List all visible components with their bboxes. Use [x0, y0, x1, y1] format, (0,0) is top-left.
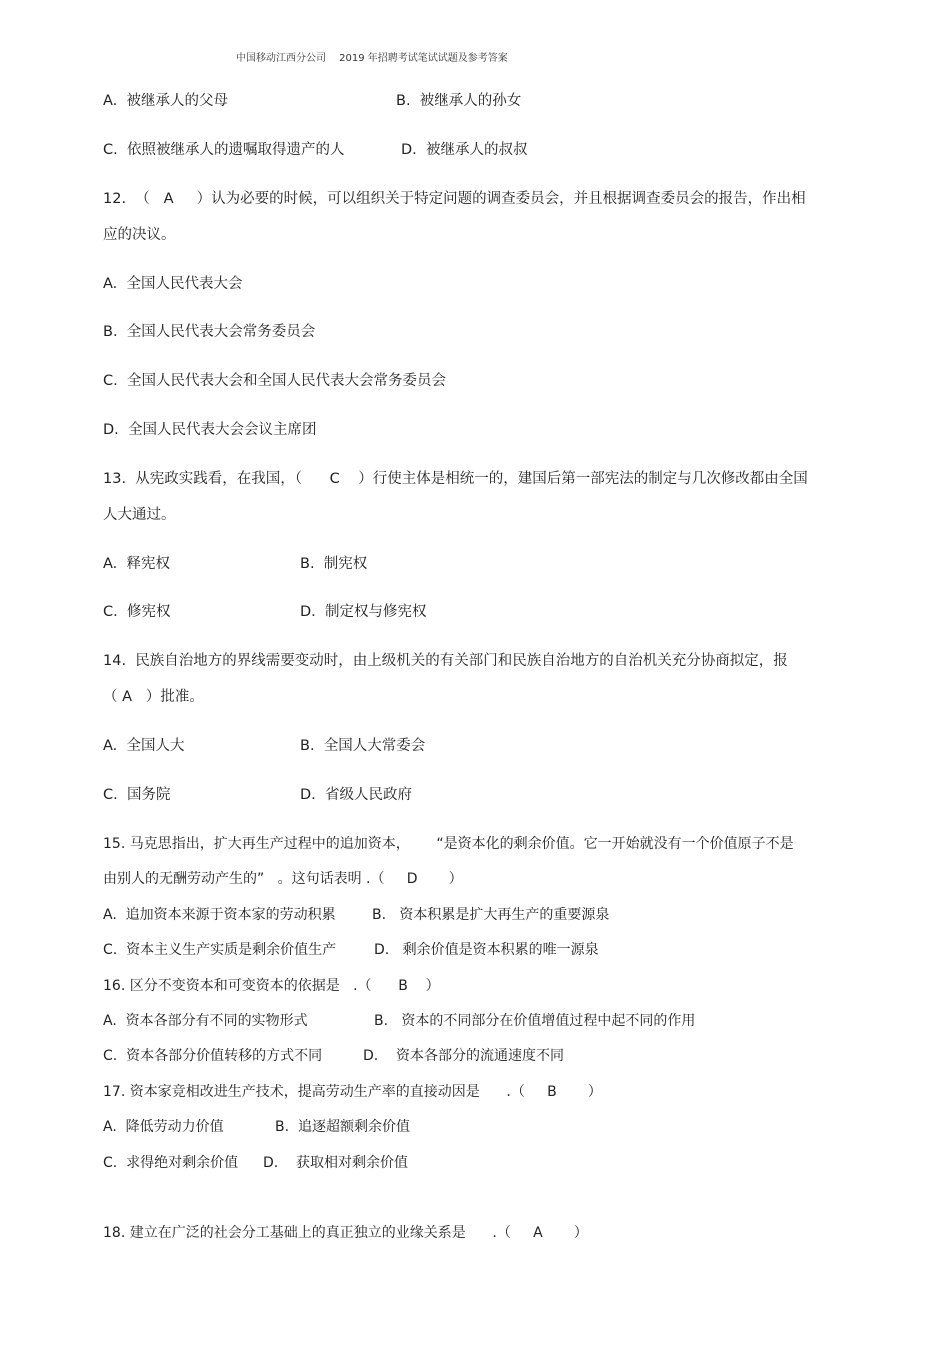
- q15-option-d: D. 剩余价值是资本积累的唯一源泉: [374, 942, 599, 958]
- q15-question-cont: 由别人的无酬劳动产生的” 。这句话表明 .（ D ）: [103, 871, 463, 887]
- q15-option-a: A. 追加资本来源于资本家的劳动积累: [103, 907, 336, 923]
- q16-option-c: C. 资本各部分价值转移的方式不同: [103, 1048, 323, 1064]
- q12-option-a: A. 全国人民代表大会: [103, 276, 243, 292]
- q12-option-d: D. 全国人民代表大会会议主席团: [103, 422, 317, 438]
- q13-option-d: D. 制定权与修宪权: [300, 604, 427, 620]
- q14-question: 14. 民族自治地方的界线需要变动时，由上级机关的有关部门和民族自治地方的自治机关充分协商拟定，报: [103, 653, 788, 669]
- q13-option-c: C. 修宪权: [103, 604, 171, 620]
- q16-option-a: A. 资本各部分有不同的实物形式: [103, 1013, 308, 1029]
- q14-option-c: C. 国务院: [103, 787, 171, 803]
- q17-option-a: A. 降低劳动力价值: [103, 1119, 224, 1135]
- q17-option-d: D. 获取相对剩余价值: [263, 1155, 409, 1171]
- q16-option-b: B. 资本的不同部分在价值增值过程中起不同的作用: [374, 1013, 696, 1029]
- q11-option-d: D. 被继承人的叔叔: [401, 142, 528, 158]
- q12-option-c: C. 全国人民代表大会和全国人民代表大会常务委员会: [103, 373, 446, 389]
- q12-question: 12. （ A ）认为必要的时候，可以组织关于特定问题的调查委员会，并且根据调查委员会的报告，作出相: [103, 191, 806, 207]
- q11-option-a: A. 被继承人的父母: [103, 93, 228, 109]
- q12-question-cont: 应的决议。: [103, 227, 176, 243]
- q14-option-a: A. 全国人大: [103, 738, 185, 754]
- q13-option-b: B. 制宪权: [300, 556, 368, 572]
- q11-option-c: C. 依照被继承人的遗嘱取得遗产的人: [103, 142, 345, 158]
- q13-option-a: A. 释宪权: [103, 556, 170, 572]
- q16-option-d: D. 资本各部分的流通速度不同: [363, 1048, 565, 1064]
- q17-question: 17. 资本家竞相改进生产技术，提高劳动生产率的直接动因是 .（ B ）: [103, 1084, 602, 1100]
- q15-option-c: C. 资本主义生产实质是剩余价值生产: [103, 942, 337, 958]
- q14-option-d: D. 省级人民政府: [300, 787, 412, 803]
- q16-question: 16. 区分不变资本和可变资本的依据是 .（ B ）: [103, 978, 440, 994]
- q14-question-cont: （ A ）批准。: [103, 689, 204, 705]
- q15-option-b: B. 资本积累是扩大再生产的重要源泉: [372, 907, 610, 923]
- q13-question-cont: 人大通过。: [103, 507, 176, 523]
- q12-option-b: B. 全国人民代表大会常务委员会: [103, 324, 316, 340]
- q13-question: 13. 从宪政实践看，在我国，（ C ）行使主体是相统一的，建国后第一部宪法的制定与几次修改都由全国: [103, 471, 808, 487]
- q14-option-b: B. 全国人大常委会: [300, 738, 426, 754]
- q15-question: 15. 马克思指出，扩大再生产过程中的追加资本， “是资本化的剩余价值。它一开始就没有一个价值原子不是: [103, 836, 794, 852]
- q17-option-c: C. 求得绝对剩余价值: [103, 1155, 239, 1171]
- page-header: 中国移动江西分公司 2019 年招聘考试笔试试题及参考答案: [236, 53, 508, 64]
- q17-option-b: B. 追逐超额剩余价值: [275, 1119, 410, 1135]
- q18-question: 18. 建立在广泛的社会分工基础上的真正独立的业缘关系是 .（ A ）: [103, 1225, 588, 1241]
- q11-option-b: B. 被继承人的孙女: [396, 93, 522, 109]
